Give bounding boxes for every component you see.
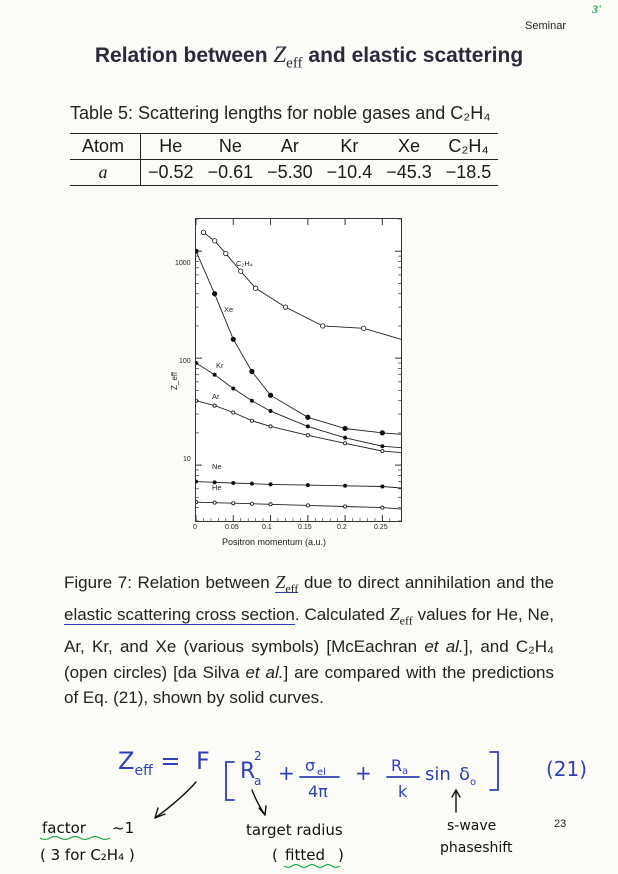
title-zeff: $Z_{eff}$ [273,42,303,72]
equation-sigma: σ [305,756,316,775]
equation-ra-sup: 2 [254,749,262,763]
table-header-cell: Atom [70,134,141,160]
table-caption: Table 5: Scattering lengths for noble gases and C₂H₄ [70,103,491,123]
y-axis-label: Z_eff [170,371,179,390]
caption-underlined-phrase: elastic scattering cross section [64,605,295,625]
caption-zeff: $Z_{eff}$ [275,572,299,596]
note-swave: s-wave [447,818,497,834]
table-cell: −45.3 [379,160,439,186]
equation-lhs: $Z_{eff}$ = [118,747,181,779]
table-header-cell: Xe [379,134,439,160]
equation-k: k [398,782,408,801]
equation-delta-sub: o [470,777,477,788]
note-factor-approx: ~1 [112,819,135,837]
note-radius-close: ) [338,846,344,864]
x-axis-label: Positron momentum (a.u.) [222,537,327,547]
arrow-to-factor [155,782,196,818]
table-header-cell: Ar [260,134,320,160]
equation-plus: + [278,761,295,785]
page-number: 23 [554,818,567,830]
curve-label-c2h4: C₂H₄ [236,259,253,268]
arrow-to-radius [252,790,265,815]
equation-ra-num: R [391,756,403,775]
equation-number: (21) [546,757,588,781]
right-bracket [490,752,498,790]
table-header-cell: He [141,134,201,160]
table-header-cell: Ne [201,134,261,160]
x-tick-label: 0.05 [225,524,239,531]
note-radius-open: ( [272,846,278,864]
equation-ra-sub: a [254,774,262,788]
figure-caption: Figure 7: Relation between $Z_{eff}$ due to direct annihilation and the elastic scattering cross section. Calculated $Z_{eff}$ values for He, Ne, Ar, Kr, and Xe (various symbols) [McEachran et al.], and C₂H₄ (open circles) [da Silva et al.] are compared with the predictions of Eq. (21), shown by solid curves. [64,572,554,708]
x-tick-label: 0.2 [337,524,347,531]
table-row-label: a [70,160,141,186]
equation-plus: + [355,761,372,785]
x-tick-label: 0.1 [262,524,272,531]
equation-delta: δ [459,764,471,785]
curve-label-he: He [212,483,222,492]
table-cell: −5.30 [260,160,320,186]
title-prefix: Relation between [94,44,274,67]
y-tick-label: 1000 [175,260,191,267]
note-radius-fitted: fitted [285,846,325,864]
table-cell: −0.52 [141,160,201,186]
curve-label-ar: Ar [212,392,220,401]
x-tick-label: 0.25 [374,524,388,531]
header-label: Seminar [525,20,566,32]
corner-mark: 3' [592,2,602,16]
table-cell: −10.4 [320,160,380,186]
green-underline-fitted [284,865,340,868]
caption-label: Figure 7: [64,573,132,592]
equation-factor: F [196,747,210,775]
equation-ra: R [240,759,256,784]
curve-label-kr: Kr [216,361,224,370]
y-tick-label: 10 [183,456,191,463]
left-bracket [226,762,234,800]
y-tick-label: 100 [179,358,191,365]
table-header-cell: Kr [320,134,380,160]
equation-sigma-sub: el [317,767,326,778]
title-suffix: and elastic scattering [302,44,524,67]
x-tick-label: 0.15 [298,524,312,531]
table-header-cell: C₂H₄ [439,134,499,160]
equation-sin: sin [425,764,451,785]
curve-label-xe: Xe [224,305,234,314]
table-cell: −0.61 [201,160,261,186]
note-phaseshift: phaseshift [440,840,513,856]
note-factor: factor [42,819,86,837]
equation-four-pi: 4π [308,782,328,801]
table-cell: −18.5 [439,160,499,186]
note-factor-line2: ( 3 for C₂H₄ ) [40,846,135,864]
curve-label-ne: Ne [212,462,222,471]
x-tick-label: 0 [193,524,197,531]
equation-ra-num-sub: a [402,766,409,777]
note-radius: target radius [246,821,343,839]
